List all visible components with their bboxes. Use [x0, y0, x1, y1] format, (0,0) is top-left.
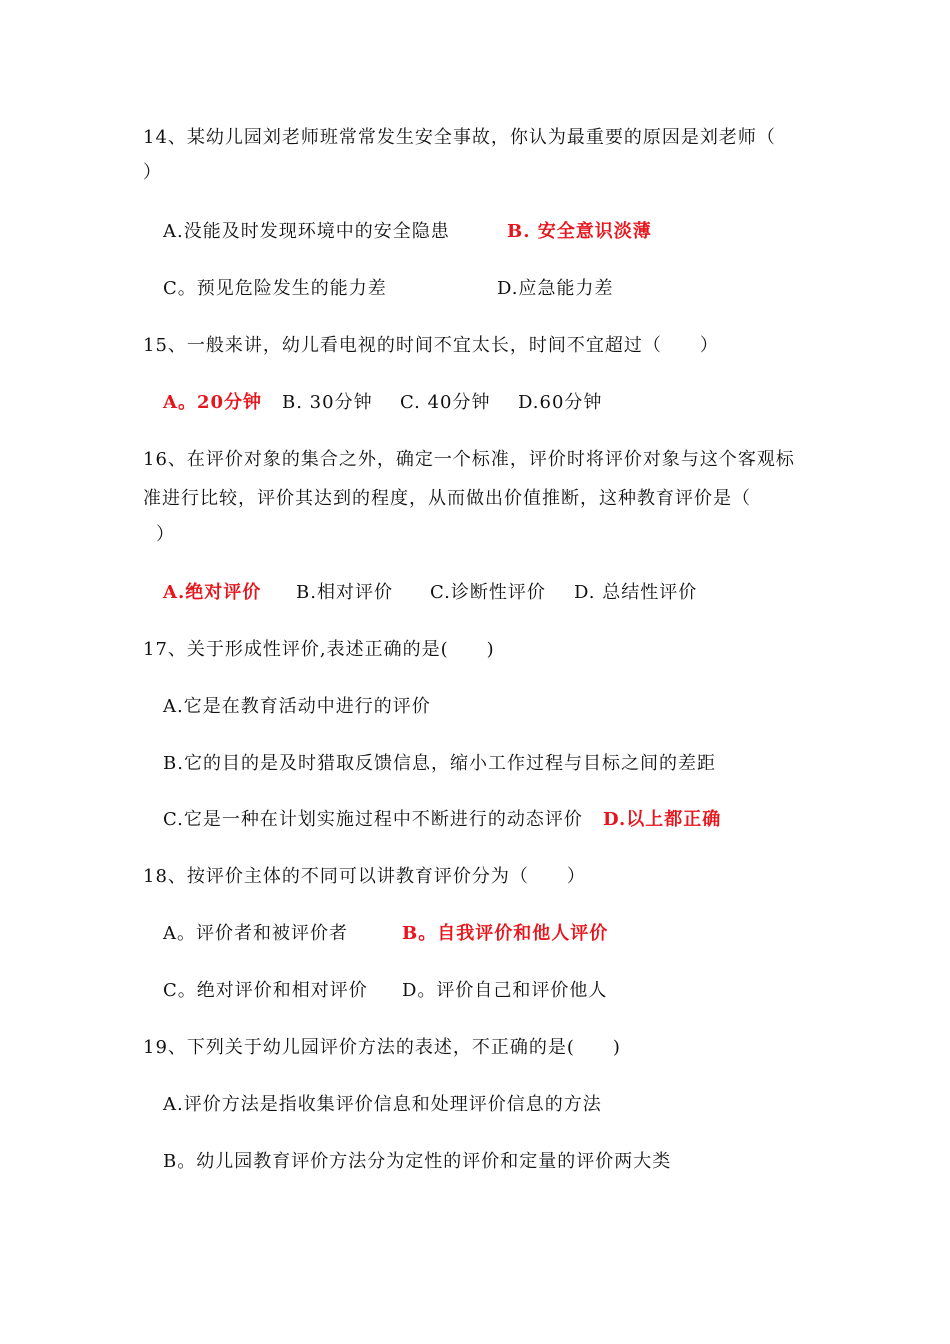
q14-option-c: C。预见危险发生的能力差 — [163, 278, 387, 299]
q18-option-b-answer: B。自我评价和他人评价 — [402, 923, 609, 944]
q15-stem: 15、一般来讲，幼儿看电视的时间不宜太长，时间不宜超过（ ） — [143, 335, 719, 356]
q14-stem-line2: ） — [143, 162, 162, 183]
q15-option-d: D.60分钟 — [518, 392, 603, 413]
q18-option-d: D。评价自己和评价他人 — [402, 980, 608, 1001]
q18-option-a: A。评价者和被评价者 — [163, 923, 348, 944]
q17-option-c: C.它是一种在计划实施过程中不断进行的动态评价 — [163, 809, 583, 830]
q16-stem-line1: 16、在评价对象的集合之外，确定一个标准，评价时将评价对象与这个客观标 — [143, 449, 795, 470]
q16-option-a-answer: A.绝对评价 — [163, 582, 262, 603]
q14-option-a: A.没能及时发现环境中的安全隐患 — [163, 221, 450, 242]
q19-option-b: B。幼儿园教育评价方法分为定性的评价和定量的评价两大类 — [163, 1151, 672, 1172]
q18-option-c: C。绝对评价和相对评价 — [163, 980, 368, 1001]
q18-stem: 18、按评价主体的不同可以讲教育评价分为（ ） — [143, 866, 586, 887]
q14-option-b-answer: B. 安全意识淡薄 — [507, 221, 652, 242]
q14-stem-line1: 14、某幼儿园刘老师班常常发生安全事故，你认为最重要的原因是刘老师（ — [143, 127, 776, 148]
q16-option-c: C.诊断性评价 — [430, 582, 546, 603]
q17-stem: 17、关于形成性评价,表述正确的是( ) — [143, 639, 495, 660]
q16-option-b: B.相对评价 — [296, 582, 393, 603]
q17-option-d-answer: D.以上都正确 — [603, 809, 722, 830]
q15-option-a-answer: A。20分钟 — [163, 392, 263, 413]
q16-option-d: D. 总结性评价 — [574, 582, 698, 603]
q19-option-a: A.评价方法是指收集评价信息和处理评价信息的方法 — [163, 1094, 602, 1115]
q15-option-b: B. 30分钟 — [282, 392, 373, 413]
q15-option-c: C. 40分钟 — [400, 392, 491, 413]
q17-option-a: A.它是在教育活动中进行的评价 — [163, 696, 431, 717]
q14-option-d: D.应急能力差 — [497, 278, 614, 299]
q17-option-b: B.它的目的是及时猎取反馈信息，缩小工作过程与目标之间的差距 — [163, 753, 716, 774]
q16-stem-line2: 准进行比较，评价其达到的程度，从而做出价值推断，这种教育评价是（ — [143, 488, 751, 509]
q19-stem: 19、下列关于幼儿园评价方法的表述，不正确的是( ) — [143, 1037, 621, 1058]
q16-stem-line3: ） — [156, 524, 175, 545]
